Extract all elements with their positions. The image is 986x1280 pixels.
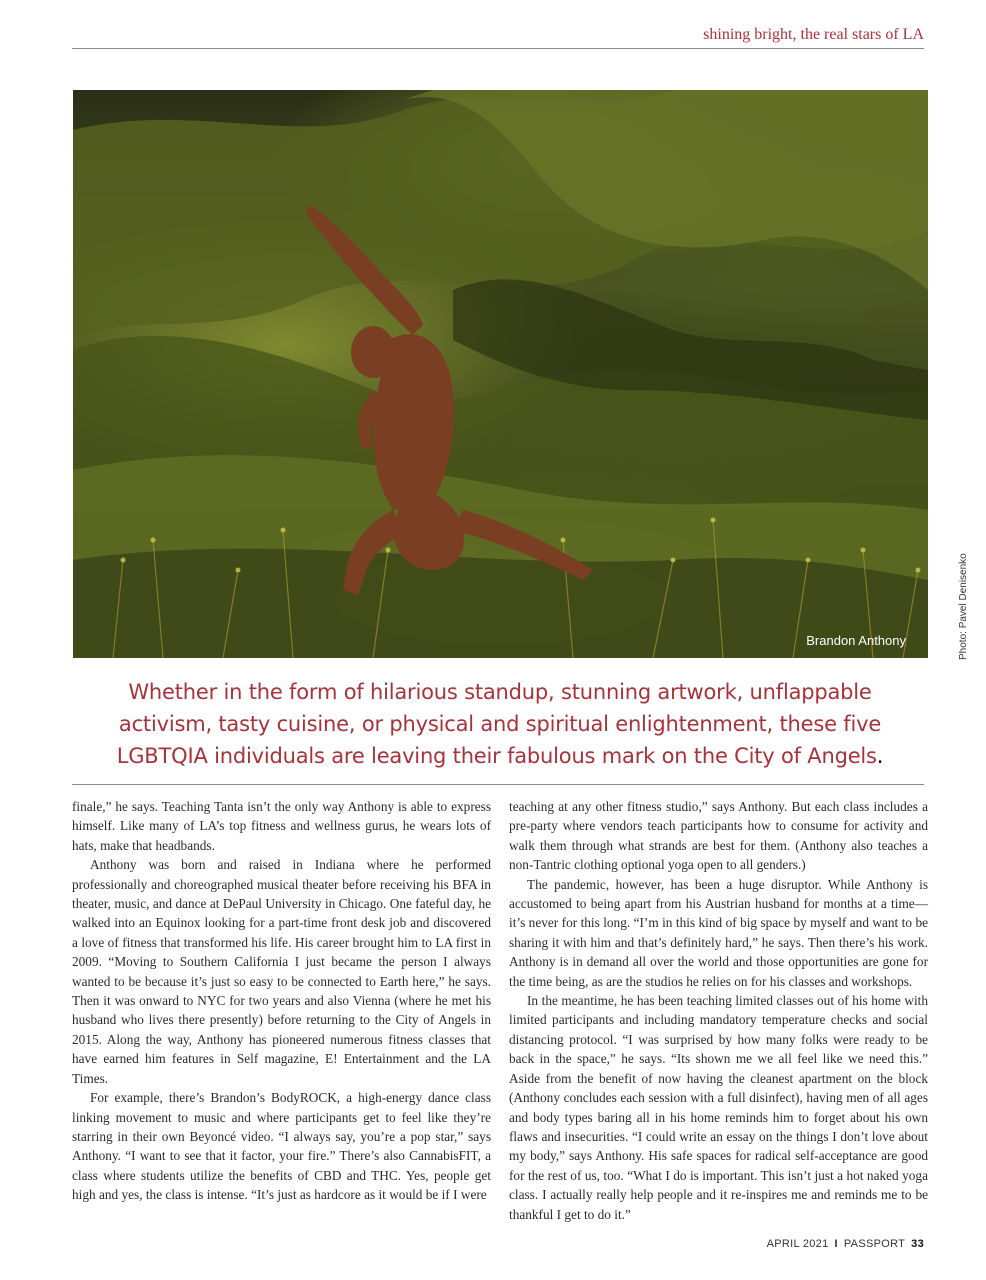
paragraph: For example, there’s Brandon’s BodyROCK, a high-energy dance class linking movement to music and where participants get to feel like they’re starring in their own Beyoncé video. “I always say, you’re a pop star,” says Anthony. “I want to see that it factor, your fire.” There’s also CannabisFIT, a class where students utilize the benefits of CBD and THC. Yes, people get high and yes, the class is intense. “It’s just as hardcore as it would be if I were — [72, 1090, 491, 1203]
footer-separator: I — [834, 1238, 838, 1250]
photo-illustration — [73, 90, 928, 658]
paragraph: The pandemic, however, has been a huge disruptor. While Anthony is accustomed to being apart from his Austrian husband for months at a time—it’s never for this long. “I’m in this kind of big space by myself and want to be sharing it with him and that’s definitely hard,” he says. Then there’s his work. Anthony is in demand all over the world and those opportunities are gone for the time being, as are the studios he relies on for his classes and workshops. — [509, 876, 928, 989]
paragraph: In the meantime, he has been teaching limited classes out of his home with limited participants and including mandatory temperature checks and social distancing protocol. “I was surprised by how many folks were ready to be back in the space,” he says. “Its shown me we all feel like we need this.” Aside from the benefit of now having the cleanest apartment on the block (Anthony concludes each session with a full disinfect), having men of all ages and body types baring all in his home reminds him to forget about his own flaws and insecurities. “I could write an essay on the things I don’t love about my body,” says Anthony. His safe spaces for radical self-acceptance are good for the rest of us, too. “What I do is important. This isn’t just a hot naked yoga class. I actually really help people and it re-inspires me and reminds me to be thankful I get to do it.” — [509, 993, 928, 1222]
pull-quote-text: Whether in the form of hilarious standup, stunning artwork, unflappable activism, tasty cuisine, or physical and spiritual enlightenment, these five LGBTQIA individuals are leaving their fabulous mark on the City of Angels — [116, 680, 882, 768]
feature-photo — [73, 90, 928, 658]
magazine-name: PASSPORT — [843, 1238, 906, 1250]
photo-caption: Brandon Anthony — [806, 633, 906, 648]
article-column-right — [509, 797, 928, 1224]
section-rule — [72, 784, 924, 785]
paragraph: Anthony was born and raised in Indiana where he performed professionally and choreographed musical theater before receiving his BFA in theater, music, and dance at DePaul University in Chicago. One fateful day, he walked into an Equinox looking for a part-time front desk job and discovered a love of fitness that transformed his life. His career brought him to LA first in 2009. “Moving to Southern California I just became the person I always wanted to be because it’s just so easy to be connected to Earth here,” he says. Then it was onward to NYC for two years and also Vienna (where he met his husband who lives there presently) before returning to the City of Angels in 2015. Along the way, Anthony has pioneered numerous fitness classes that have earned him features in Self magazine, E! Entertainment and the LA Times. — [72, 857, 491, 1086]
pull-quote-period: . — [876, 744, 884, 768]
header-rule — [72, 48, 924, 49]
photo-credit: Photo: Pavel Denisenko — [958, 553, 969, 660]
page-footer — [767, 1238, 924, 1250]
issue-date: APRIL 2021 — [766, 1238, 829, 1250]
running-head: shining bright, the real stars of LA — [703, 26, 924, 43]
article-column-left — [72, 797, 491, 1205]
pull-quote — [80, 676, 920, 772]
paragraph: teaching at any other fitness studio,” says Anthony. But each class includes a pre-party where vendors teach participants how to consume for activity and walk them through what strands are best for them. (Anthony also teaches a non-Tantric clothing optional yoga open to all genders.) — [509, 799, 928, 873]
paragraph: finale,” he says. Teaching Tanta isn’t the only way Anthony is able to express himself. Like many of LA’s top fitness and wellness gurus, he wears lots of hats, make that headbands. — [72, 799, 491, 853]
page-number: 33 — [911, 1238, 924, 1250]
